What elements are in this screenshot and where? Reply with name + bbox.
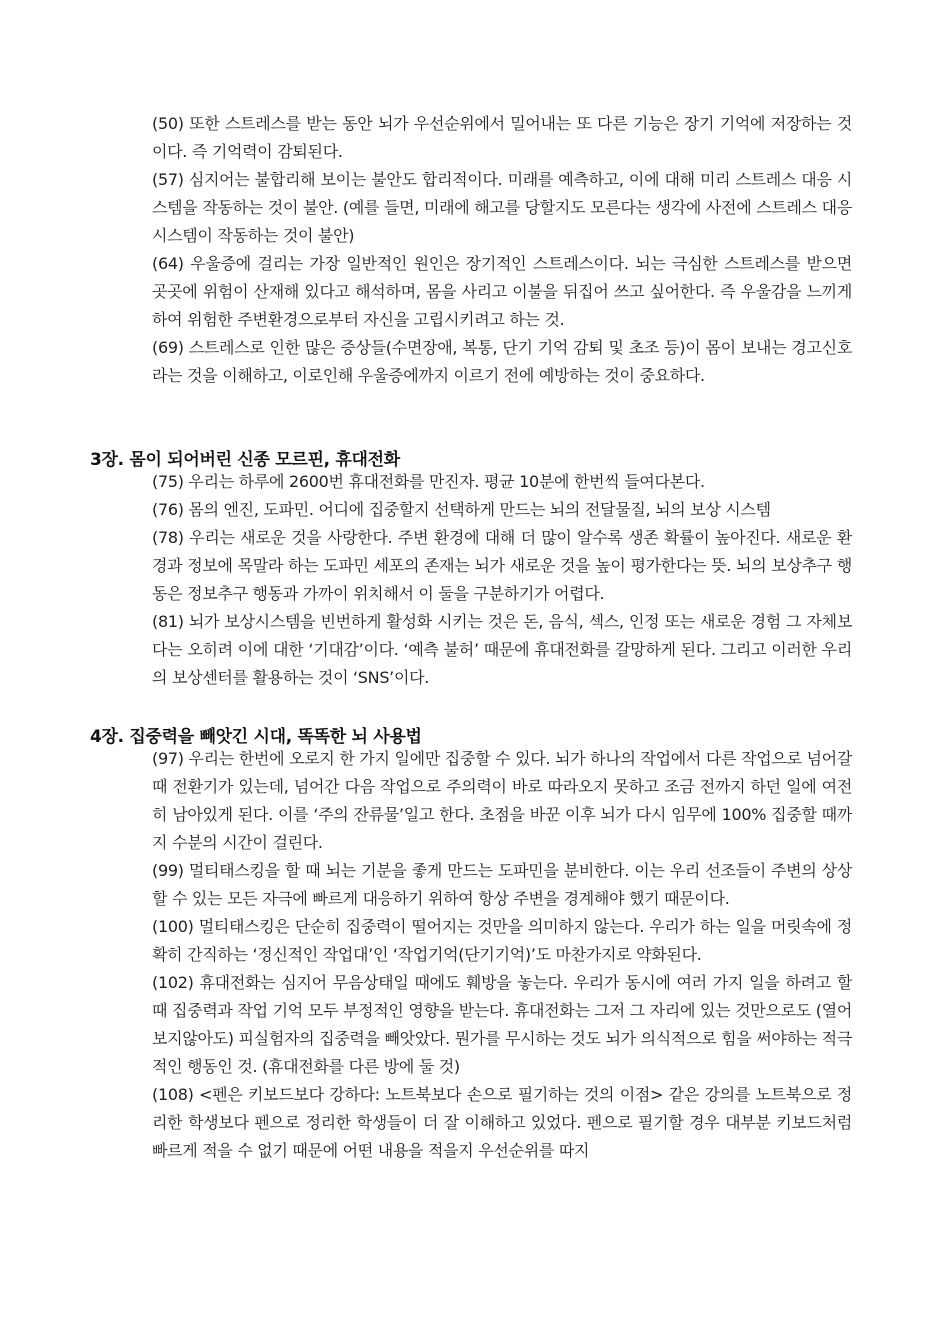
paragraph-57: (57) 심지어는 불합리해 보이는 불안도 합리적이다. 미래를 예측하고, 이에 대해 미리 스트레스 대응 시스템을 작동하는 것이 불안. (예를 들면, 미래에 해고를 당할지도 모른다는 생각에 사전에 스트레스 대응시스템이 작동하는 것이 불안): [152, 170, 852, 245]
chapter4-section: [152, 745, 852, 1165]
paragraph-99: (99) 멀티태스킹을 할 때 뇌는 기분을 좋게 만드는 도파민을 분비한다. 이는 우리 선조들이 주변의 상상할 수 있는 모든 자극에 빠르게 대응하기 위하여 항상 주변을 경계해야 했기 때문이다.: [152, 861, 852, 908]
chapter4-heading: 4장. 집중력을 빼앗긴 시대, 똑똑한 뇌 사용법: [90, 727, 422, 747]
paragraph-100: (100) 멀티태스킹은 단순히 집중력이 떨어지는 것만을 의미하지 않는다. 우리가 하는 일을 머릿속에 정확히 간직하는 ‘정신적인 작업대’인 ‘작업기억(단기기억)’도 마찬가지로 약화된다.: [152, 917, 852, 964]
paragraph-97: (97) 우리는 한번에 오로지 한 가지 일에만 집중할 수 있다. 뇌가 하나의 작업에서 다른 작업으로 넘어갈 때 전환기가 있는데, 넘어간 다음 작업으로 주의력이 바로 따라오지 못하고 조금 전까지 하던 일에 여전히 남아있게 된다. 이를 ‘주의 잔류물’일고 한다. 초점을 바꾼 이후 뇌가 다시 임무에 100% 집중할 때까지 수분의 시간이 걸린다.: [152, 749, 852, 852]
paragraph-108: (108) <펜은 키보드보다 강하다: 노트북보다 손으로 필기하는 것의 이점> 같은 강의를 노트북으로 정리한 학생보다 펜으로 정리한 학생들이 더 잘 이해하고 있었다. 펜으로 필기할 경우 대부분 키보드처럼 빠르게 적을 수 없기 때문에 어떤 내용을 적을지 우선순위를 따지: [152, 1085, 852, 1160]
paragraph-50: (50) 또한 스트레스를 받는 동안 뇌가 우선순위에서 밀어내는 또 다른 기능은 장기 기억에 저장하는 것이다. 즉 기억력이 감퇴된다.: [152, 114, 852, 161]
paragraph-64: (64) 우울증에 걸리는 가장 일반적인 원인은 장기적인 스트레스이다. 뇌는 극심한 스트레스를 받으면 곳곳에 위험이 산재해 있다고 해석하며, 몸을 사리고 이불을 뒤집어 쓰고 싶어한다. 즉 우울감을 느끼게 하여 위험한 주변환경으로부터 자신을 고립시키려고 하는 것.: [152, 254, 852, 329]
paragraph-76: (76) 몸의 엔진, 도파민. 어디에 집중할지 선택하게 만드는 뇌의 전달물질, 뇌의 보상 시스템: [152, 500, 771, 519]
chapter3-section: [152, 468, 852, 692]
paragraph-69: (69) 스트레스로 인한 많은 증상들(수면장애, 복통, 단기 기억 감퇴 및 초조 등)이 몸이 보내는 경고신호라는 것을 이해하고, 이로인해 우울증에까지 이르기 전에 예방하는 것이 중요하다.: [152, 338, 852, 385]
paragraph-102: (102) 휴대전화는 심지어 무음상태일 때에도 훼방을 놓는다. 우리가 동시에 여러 가지 일을 하려고 할 때 집중력과 작업 기억 모두 부정적인 영향을 받는다. 휴대전화는 그저 그 자리에 있는 것만으로도 (열어보지않아도) 피실험자의 집중력을 빼앗았다. 뭔가를 무시하는 것도 뇌가 의식적으로 힘을 써야하는 적극적인 행동인 것. (휴대전화를 다른 방에 둘 것): [152, 973, 852, 1076]
paragraph-78: (78) 우리는 새로운 것을 사랑한다. 주변 환경에 대해 더 많이 알수록 생존 확률이 높아진다. 새로운 환경과 정보에 목말라 하는 도파민 세포의 존재는 뇌가 새로운 것을 높이 평가한다는 뜻. 뇌의 보상추구 행동은 정보추구 행동과 가까이 위치해서 이 둘을 구분하기가 어렵다.: [152, 528, 852, 603]
intro-section: [152, 110, 852, 390]
paragraph-75: (75) 우리는 하루에 2600번 휴대전화를 만진자. 평균 10분에 한번씩 들여다본다.: [152, 472, 705, 491]
paragraph-81: (81) 뇌가 보상시스템을 빈번하게 활성화 시키는 것은 돈, 음식, 섹스, 인정 또는 새로운 경험 그 자체보다는 오히려 이에 대한 ‘기대감’이다. ‘예측 불허’ 때문에 휴대전화를 갈망하게 된다. 그리고 이러한 우리의 보상센터를 활용하는 것이 ‘SNS’이다.: [152, 612, 852, 687]
chapter3-heading: 3장. 몸이 되어버린 신종 모르핀, 휴대전화: [90, 450, 400, 470]
